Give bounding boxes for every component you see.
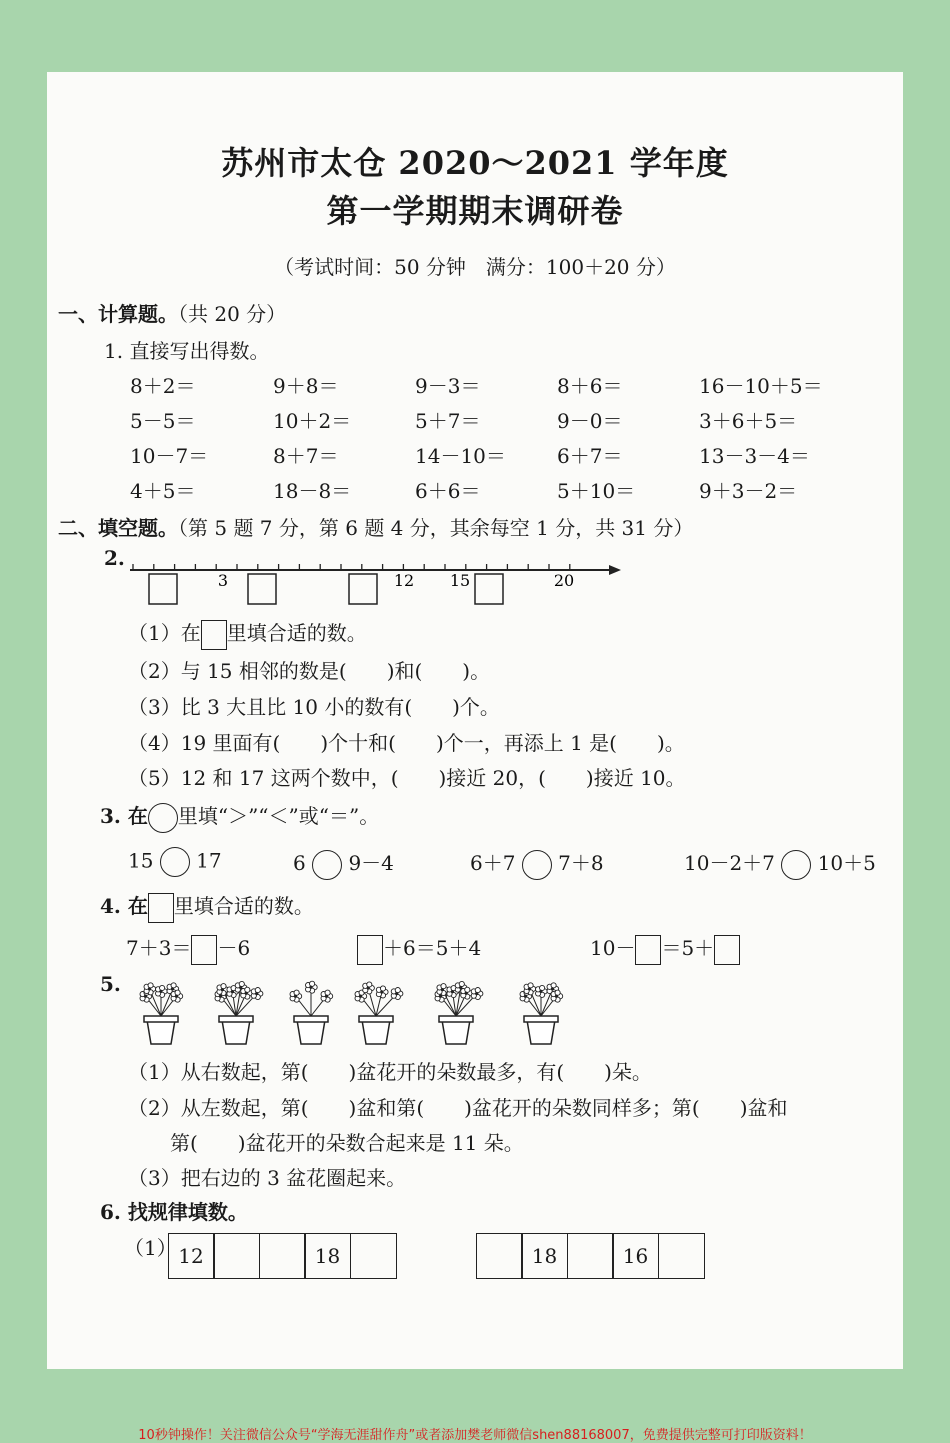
sequence-cell[interactable] (567, 1233, 614, 1279)
tick-label: 12 (393, 571, 415, 590)
q3-label-b: 里填“＞”“＜”或“＝”。 (177, 804, 380, 828)
answer-box[interactable] (357, 935, 383, 965)
answer-box-1[interactable] (149, 574, 177, 604)
q5-part2a: （2）从左数起，第( )盆和第( )盆花开的朵数同样多；第( )盆和 (128, 1096, 788, 1120)
flower-pot-icon (420, 974, 492, 1046)
answer-box-4[interactable] (475, 574, 503, 604)
sequence-cell: 18 (304, 1233, 351, 1279)
eq-text: 10－ (590, 936, 636, 960)
fill-equation-2 (357, 932, 481, 965)
eq-text: ＋6＝5＋4 (383, 936, 482, 960)
section1-points: （共 20 分） (178, 302, 287, 326)
answer-box-2[interactable] (248, 574, 276, 604)
sequence-cell[interactable] (476, 1233, 523, 1279)
exam-info: （考试时间：50 分钟 满分：100＋20 分） (274, 255, 676, 279)
section1-title: 一、计算题。 (58, 302, 178, 326)
calc-item: 18－8＝ (273, 479, 352, 503)
q5-part2b: 第( )盆花开的朵数合起来是 11 朵。 (170, 1131, 524, 1155)
q2-part2: （2）与 15 相邻的数是( )和( )。 (128, 659, 491, 683)
q4-label-b: 里填合适的数。 (173, 894, 314, 918)
calc-item: 14－10＝ (415, 444, 506, 468)
calc-item: 8＋2＝ (130, 374, 196, 398)
compare-right: 10＋5 (817, 851, 876, 875)
answer-box-3[interactable] (349, 574, 377, 604)
compare-item (470, 847, 604, 880)
fill-equation-1 (126, 932, 250, 965)
answer-box[interactable] (191, 935, 217, 965)
q1-label: 1. 直接写出得数。 (104, 339, 270, 363)
tick-label: 20 (553, 571, 575, 590)
number-line (125, 552, 625, 608)
circle-icon (148, 803, 178, 833)
answer-box[interactable] (714, 935, 740, 965)
sequence-cell: 18 (521, 1233, 568, 1279)
compare-left: 6＋7 (470, 851, 516, 875)
eq-text: －6 (217, 936, 251, 960)
compare-circle[interactable] (312, 850, 342, 880)
compare-item (684, 847, 876, 880)
compare-right: 17 (196, 848, 222, 873)
exam-title-line2: 第一学期期末调研卷 (326, 192, 624, 230)
q5-label: 5. (100, 972, 121, 996)
sequence-cell: 16 (612, 1233, 659, 1279)
sequence-cell[interactable] (350, 1233, 397, 1279)
calc-item: 16－10＋5＝ (699, 374, 823, 398)
calc-item: 5＋10＝ (557, 479, 636, 503)
flower-pot-icon (275, 974, 347, 1046)
q3-label (100, 800, 379, 833)
section2-heading (58, 512, 693, 541)
fill-equation-3 (590, 932, 740, 965)
calc-item: 8＋7＝ (273, 444, 339, 468)
calc-item: 9＋3－2＝ (699, 479, 798, 503)
compare-left: 10－2＋7 (684, 851, 775, 875)
compare-left: 6 (293, 851, 306, 875)
calc-item: 3＋6＋5＝ (699, 409, 798, 433)
compare-right: 9－4 (348, 851, 394, 875)
q2-label: 2. (104, 546, 125, 570)
q4-label (100, 890, 314, 923)
sequence-cell[interactable] (259, 1233, 306, 1279)
compare-circle[interactable] (522, 850, 552, 880)
q6-sub1: （1） (124, 1236, 177, 1260)
sequence-cell[interactable] (658, 1233, 705, 1279)
eq-text: 7＋3＝ (126, 936, 192, 960)
sequence-cell: 12 (168, 1233, 215, 1279)
box-icon (148, 893, 174, 923)
answer-box[interactable] (635, 935, 661, 965)
exam-title-line1: 苏州市太仓 2020～2021 学年度 (221, 144, 729, 182)
answer-box[interactable] (201, 620, 227, 650)
q2-part1-text-b: 里填合适的数。 (226, 621, 367, 645)
compare-circle[interactable] (781, 850, 811, 880)
section1-heading (58, 298, 286, 327)
sequence-2 (477, 1233, 705, 1279)
calc-item: 6＋7＝ (557, 444, 623, 468)
calc-item: 8＋6＝ (557, 374, 623, 398)
calc-item: 9－3＝ (415, 374, 481, 398)
q2-part3: （3）比 3 大且比 10 小的数有( )个。 (128, 695, 500, 719)
flower-pot-icon (200, 974, 272, 1046)
q2-part1-text-a: （1）在 (128, 621, 201, 645)
flower-pot-icon (125, 974, 197, 1046)
calc-item: 5－5＝ (130, 409, 196, 433)
calc-item: 6＋6＝ (415, 479, 481, 503)
calc-item: 10＋2＝ (273, 409, 352, 433)
q2-part1 (128, 617, 367, 650)
q2-part4: （4）19 里面有( )个十和( )个一，再添上 1 是( )。 (128, 731, 685, 755)
q5-part1: （1）从右数起，第( )盆花开的朵数最多，有( )朵。 (128, 1060, 652, 1084)
q3-label-a: 3. 在 (100, 804, 148, 828)
sequence-1 (169, 1233, 397, 1279)
q6-label: 6. 找规律填数。 (100, 1200, 248, 1224)
q4-label-a: 4. 在 (100, 894, 148, 918)
section2-points: （第 5 题 7 分，第 6 题 4 分，其余每空 1 分，共 31 分） (178, 516, 694, 540)
section2-title: 二、填空题。 (58, 516, 178, 540)
q5-part3: （3）把右边的 3 盆花圈起来。 (128, 1166, 407, 1190)
calc-item: 9－0＝ (557, 409, 623, 433)
compare-circle[interactable] (160, 847, 190, 877)
q2-part5: （5）12 和 17 这两个数中，( )接近 20，( )接近 10。 (128, 766, 686, 790)
compare-right: 7＋8 (558, 851, 604, 875)
calc-item: 4＋5＝ (130, 479, 196, 503)
flower-pot-icon (340, 974, 412, 1046)
compare-left: 15 (128, 848, 154, 873)
calc-item: 13－3－4＝ (699, 444, 810, 468)
flower-pot-icon (505, 974, 577, 1046)
calc-item: 10－7＝ (130, 444, 209, 468)
calc-item: 5＋7＝ (415, 409, 481, 433)
compare-item (128, 847, 222, 877)
compare-item (293, 847, 394, 880)
eq-text: ＝5＋ (661, 936, 715, 960)
calc-item: 9＋8＝ (273, 374, 339, 398)
tick-label: 3 (217, 571, 229, 590)
sequence-cell[interactable] (213, 1233, 260, 1279)
promo-footer: 10秒钟操作！关注微信公众号“学海无涯甜作舟”或者添加樊老师微信shen88168007，免费提供完整可打印版资料！ (138, 1428, 812, 1443)
tick-label: 15 (449, 571, 471, 590)
